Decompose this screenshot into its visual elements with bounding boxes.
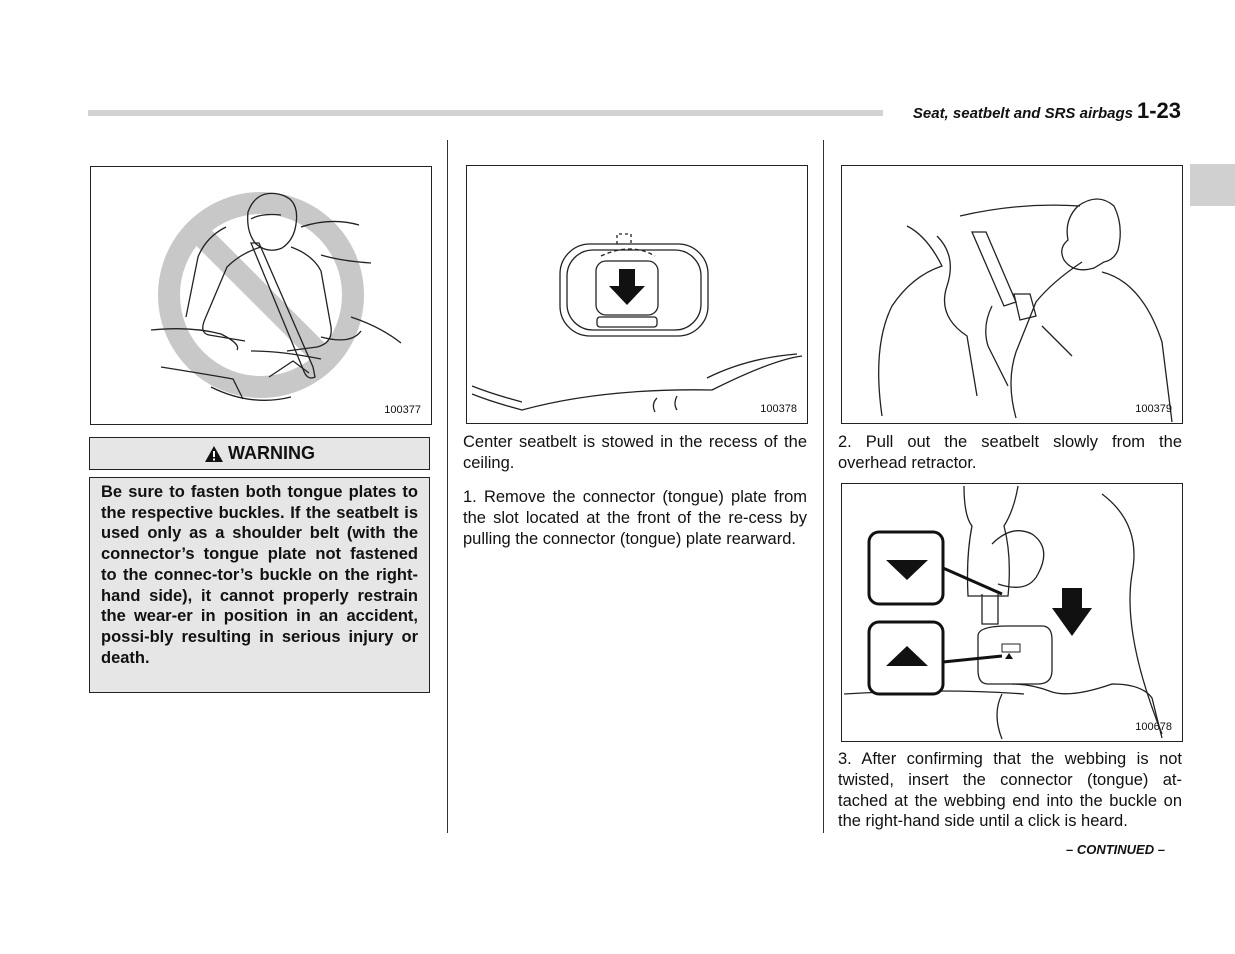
column-divider bbox=[823, 140, 824, 833]
page-header bbox=[913, 98, 1181, 124]
figure-no-shoulder-only bbox=[90, 166, 432, 425]
intro-text: Center seatbelt is stowed in the recess of the ceiling. bbox=[463, 433, 807, 472]
ceiling-recess-illustration bbox=[467, 166, 807, 423]
figure-code: 100377 bbox=[384, 404, 421, 416]
figure-insert-buckle bbox=[841, 483, 1183, 742]
continued-label: – CONTINUED – bbox=[1066, 842, 1165, 857]
step-1-text: 1. Remove the connector (tongue) plate from the slot located at the front of the re-cess by pulling the connector (tongue) plate rearward. bbox=[463, 488, 807, 548]
figure-pull-seatbelt bbox=[841, 165, 1183, 424]
buckle-illustration bbox=[842, 484, 1182, 741]
figure-code: 100678 bbox=[1135, 721, 1172, 733]
pulling-belt-illustration bbox=[842, 166, 1182, 423]
warning-title: WARNING bbox=[228, 443, 315, 463]
header-rule bbox=[88, 110, 883, 116]
page-number: 1-23 bbox=[1136, 98, 1181, 123]
column-divider bbox=[447, 140, 448, 833]
step-3-text: 3. After confirming that the webbing is not twisted, insert the connector (tongue) at-tached at the webbing end into the buckle on the right-hand side until a click is heard. bbox=[838, 750, 1182, 831]
warning-header bbox=[89, 437, 430, 470]
chapter-tab bbox=[1190, 164, 1235, 206]
figure-code: 100378 bbox=[760, 403, 797, 415]
section-title: Seat, seatbelt and SRS airbags bbox=[912, 105, 1133, 122]
figure-code: 100379 bbox=[1135, 403, 1172, 415]
figure-ceiling-recess bbox=[466, 165, 808, 424]
seated-person-illustration bbox=[91, 167, 431, 424]
warning-triangle-icon bbox=[204, 445, 224, 463]
warning-body: Be sure to fasten both tongue plates to the respective buckles. If the seatbelt is used only as a shoulder belt (with the connector’s tongue plate not fastened to the connec-tor’s buckle on the right-hand side), it cannot properly restrain the wear-er in position in an accident, possi-bly resulting in serious injury or death. bbox=[89, 477, 430, 693]
step-2-text: 2. Pull out the seatbelt slowly from the overhead retractor. bbox=[838, 433, 1182, 472]
